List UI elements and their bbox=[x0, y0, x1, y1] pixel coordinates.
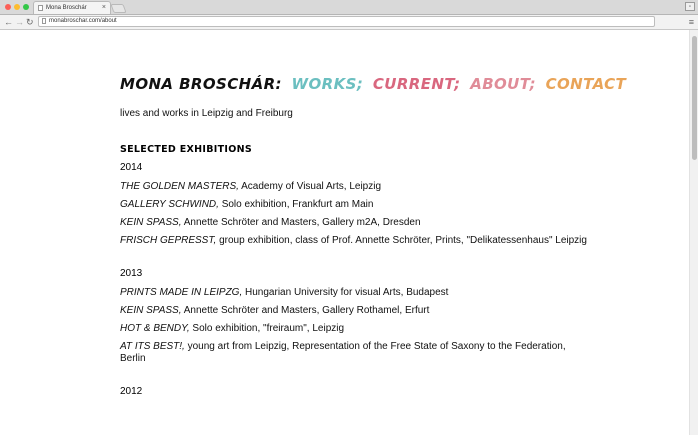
site-header bbox=[120, 74, 627, 94]
year-heading: 2014 bbox=[120, 162, 143, 173]
exhibition-details: Solo exhibition, "freiraum", Leipzig bbox=[189, 323, 345, 334]
exhibition-entry bbox=[120, 323, 590, 335]
page-icon bbox=[42, 18, 46, 24]
exhibition-entry bbox=[120, 217, 590, 229]
nav-current-link[interactable]: CURRENT; bbox=[372, 75, 461, 93]
exhibition-title: GALLERY SCHWIND, bbox=[120, 199, 219, 210]
exhibition-title: FRISCH GEPRESST, bbox=[120, 235, 217, 246]
forward-arrow-icon[interactable]: → bbox=[15, 17, 24, 27]
exhibition-entry bbox=[120, 181, 590, 193]
exhibition-title: HOT & BENDY, bbox=[120, 323, 190, 334]
tab-close-icon[interactable]: × bbox=[101, 4, 106, 11]
nav-works-link[interactable]: WORKS; bbox=[291, 75, 364, 93]
exhibition-entry bbox=[120, 287, 590, 299]
nav-contact-link[interactable]: CONTACT bbox=[545, 75, 627, 93]
hamburger-menu-icon[interactable]: ≡ bbox=[688, 17, 694, 27]
page-content bbox=[120, 74, 627, 399]
year-group bbox=[120, 161, 590, 247]
tab-title: Mona Broschár bbox=[46, 5, 87, 11]
exhibition-details: Hungarian University for visual Arts, Budapest bbox=[242, 287, 449, 298]
minimize-window-icon[interactable] bbox=[14, 4, 20, 10]
exhibition-title: KEIN SPASS, bbox=[120, 305, 182, 316]
exhibition-entry bbox=[120, 341, 590, 365]
exhibition-entry bbox=[120, 235, 590, 247]
vertical-scrollbar[interactable] bbox=[689, 30, 698, 435]
exhibition-title: KEIN SPASS, bbox=[120, 217, 182, 228]
nav-about-link[interactable]: ABOUT; bbox=[470, 75, 536, 93]
window-titlebar bbox=[0, 0, 698, 15]
section-title: SELECTED EXHIBITIONS bbox=[120, 144, 252, 155]
exhibition-entry bbox=[120, 199, 590, 211]
year-group bbox=[120, 267, 590, 365]
scrollbar-thumb[interactable] bbox=[692, 36, 697, 160]
exhibition-entry bbox=[120, 305, 590, 317]
close-window-icon[interactable] bbox=[5, 4, 11, 10]
url-text[interactable]: monabroschar.com/about bbox=[49, 18, 117, 24]
exhibition-title: THE GOLDEN MASTERS, bbox=[120, 181, 239, 192]
year-heading: 2012 bbox=[120, 386, 143, 397]
browser-tab[interactable] bbox=[33, 1, 111, 14]
site-name[interactable]: MONA BROSCHÁR: bbox=[120, 75, 282, 93]
year-heading: 2013 bbox=[120, 268, 143, 279]
browser-toolbar bbox=[0, 15, 698, 30]
page-viewport bbox=[0, 30, 689, 435]
exhibition-details: Annette Schröter and Masters, Gallery m2A, Dresden bbox=[181, 217, 421, 228]
zoom-window-icon[interactable] bbox=[23, 4, 29, 10]
back-arrow-icon[interactable]: ← bbox=[4, 17, 13, 27]
window-control-button[interactable]: ▫ bbox=[685, 2, 695, 11]
address-bar[interactable] bbox=[38, 16, 655, 27]
new-tab-button[interactable] bbox=[110, 4, 126, 13]
tagline: lives and works in Leipzig and Freiburg bbox=[120, 108, 293, 119]
page-favicon-icon bbox=[38, 5, 43, 11]
reload-icon[interactable]: ↻ bbox=[26, 17, 34, 27]
exhibition-details: group exhibition, class of Prof. Annette Schröter, Prints, "Delikatessenhaus" Leipzig bbox=[216, 235, 587, 246]
exhibition-details: Academy of Visual Arts, Leipzig bbox=[238, 181, 382, 192]
exhibition-details: Annette Schröter and Masters, Gallery Rothamel, Erfurt bbox=[181, 305, 430, 316]
exhibition-details: young art from Leipzig, Representation of the Free State of Saxony to the Federation, Berlin bbox=[120, 341, 566, 364]
year-group bbox=[120, 385, 590, 399]
exhibition-details: Solo exhibition, Frankfurt am Main bbox=[218, 199, 374, 210]
exhibition-title: AT ITS BEST!, bbox=[120, 341, 185, 352]
exhibition-title: PRINTS MADE IN LEIPZG, bbox=[120, 287, 243, 298]
